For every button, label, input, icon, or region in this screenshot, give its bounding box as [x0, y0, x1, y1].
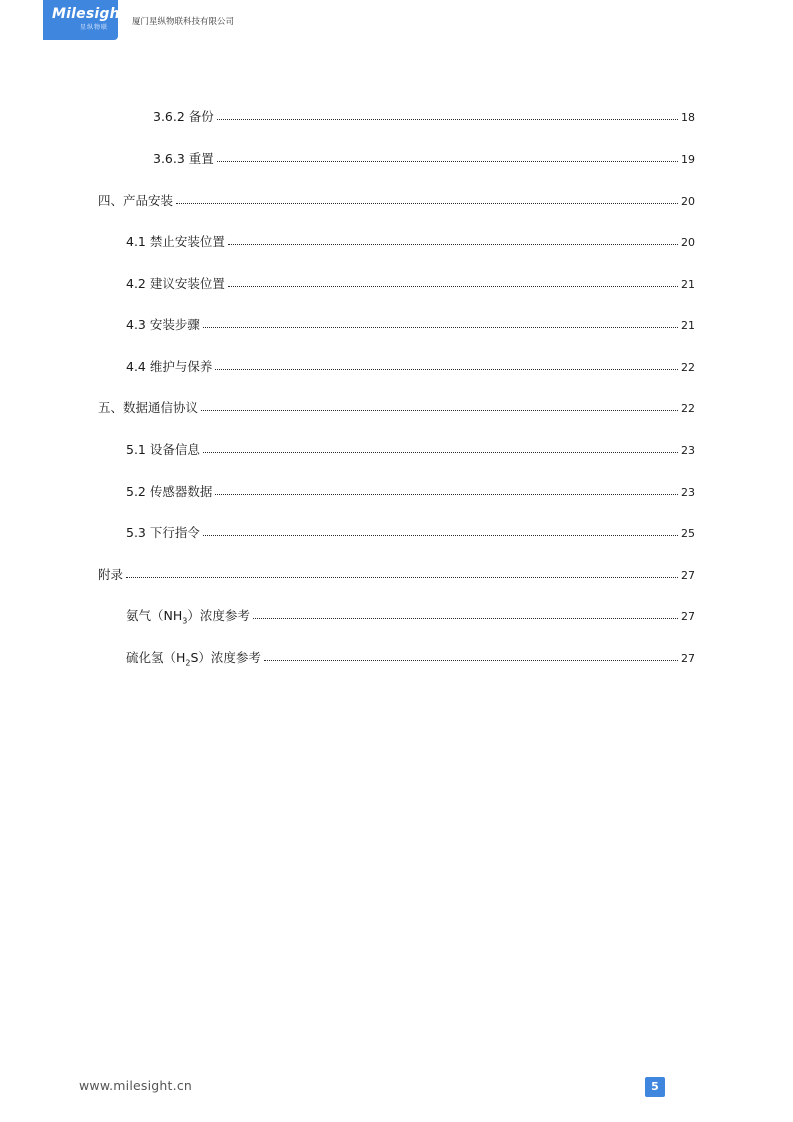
- toc-leader-dots: [217, 160, 678, 162]
- toc-entry-5-3[interactable]: [126, 524, 695, 543]
- toc-entry-label: 4.2 建议安装位置: [126, 276, 225, 291]
- toc-entry-5-2[interactable]: [126, 483, 695, 502]
- toc-leader-dots: [203, 451, 678, 453]
- toc-entry-label: 5.1 设备信息: [126, 442, 200, 457]
- toc-leader-dots: [264, 659, 678, 661]
- toc-entry-chapter-4[interactable]: [98, 192, 695, 211]
- toc-entry-5-1[interactable]: [126, 441, 695, 460]
- toc-entry-page: 27: [681, 652, 695, 665]
- toc-entry-4-4[interactable]: [126, 358, 695, 377]
- toc-entry-hydrogen-sulfide[interactable]: [126, 649, 695, 668]
- toc-entry-label: 4.1 禁止安装位置: [126, 234, 225, 249]
- toc-leader-dots: [215, 493, 678, 495]
- toc-entry-label: 附录: [98, 567, 124, 582]
- toc-leader-dots: [217, 118, 678, 120]
- toc-leader-dots: [203, 534, 678, 536]
- toc-entry-page: 18: [681, 111, 695, 124]
- toc-entry-page: 21: [681, 278, 695, 291]
- toc-entry-page: 23: [681, 486, 695, 499]
- toc-entry-label: 四、产品安装: [98, 193, 174, 208]
- toc-entry-page: 20: [681, 236, 695, 249]
- toc-leader-dots: [215, 368, 678, 370]
- toc-label-subscript: 2: [185, 658, 191, 668]
- toc-leader-dots: [253, 617, 678, 619]
- toc-entry-label: 五、数据通信协议: [98, 400, 199, 415]
- toc-entry-ammonia[interactable]: [126, 607, 695, 626]
- toc-entry-4-1[interactable]: [126, 233, 695, 252]
- toc-entry-label: 5.3 下行指令: [126, 525, 200, 540]
- toc-leader-dots: [228, 243, 678, 245]
- brand-logo: [43, 0, 127, 40]
- toc-label-subscript: 3: [182, 616, 188, 626]
- toc-entry-chapter-5[interactable]: [98, 399, 695, 418]
- toc-entry-label: 4.4 维护与保养: [126, 359, 213, 374]
- toc-entry-page: 25: [681, 527, 695, 540]
- toc-label-part: S）浓度参考: [190, 650, 261, 665]
- toc-entry-page: 19: [681, 153, 695, 166]
- toc-entry-4-2[interactable]: [126, 275, 695, 294]
- toc-leader-dots: [203, 326, 678, 328]
- toc-entry-label: [126, 607, 250, 625]
- logo-wordmark: Milesight: [52, 6, 127, 22]
- toc-label-part: 硫化氢（H: [126, 650, 186, 665]
- toc-entry-page: 27: [681, 569, 695, 582]
- logo-subtext: 星纵物联: [80, 24, 109, 31]
- toc-entry-3-6-3[interactable]: [153, 150, 695, 169]
- toc-leader-dots: [228, 285, 678, 287]
- page-number-badge: 5: [645, 1077, 665, 1097]
- toc-entry-4-3[interactable]: [126, 316, 695, 335]
- toc-entry-page: 22: [681, 361, 695, 374]
- toc-entry-page: 23: [681, 444, 695, 457]
- toc-entry-page: 20: [681, 195, 695, 208]
- toc-entry-3-6-2[interactable]: [153, 108, 695, 127]
- toc-entry-page: 22: [681, 402, 695, 415]
- footer-website: www.milesight.cn: [79, 1078, 193, 1093]
- company-name: 厦门星纵物联科技有限公司: [132, 17, 235, 27]
- toc-entry-page: 27: [681, 610, 695, 623]
- toc-leader-dots: [176, 202, 678, 204]
- toc-entry-page: 21: [681, 319, 695, 332]
- toc-entry-label: 3.6.3 重置: [153, 151, 214, 166]
- toc-leader-dots: [126, 576, 678, 578]
- toc-entry-label: 4.3 安装步骤: [126, 317, 200, 332]
- toc-entry-label: 5.2 传感器数据: [126, 484, 213, 499]
- toc-entry-appendix[interactable]: [98, 566, 695, 585]
- toc-entry-label: [126, 649, 261, 667]
- toc-label-part: ）浓度参考: [187, 608, 250, 623]
- toc-entry-label: 3.6.2 备份: [153, 109, 214, 124]
- toc-leader-dots: [201, 409, 678, 411]
- toc-label-part: 氨气（NH: [126, 608, 183, 623]
